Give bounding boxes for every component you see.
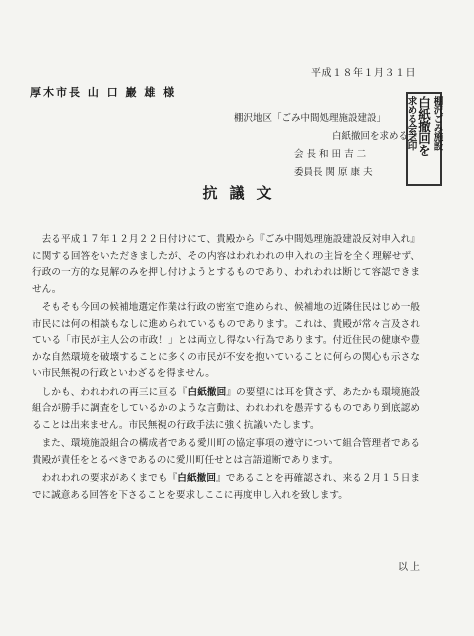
seal-line-2: 白紙撤回を <box>416 96 432 156</box>
addressee: 厚木市長 山 口 巖 雄 様 <box>30 86 177 99</box>
paragraph-4: また、環境施設組合の構成者である愛川町の協定事項の遵守について組合管理者である貴殿が責任をとるべきであるのに愛川町任せとは言語道断であります。 <box>32 438 420 466</box>
organization-seal <box>406 92 442 186</box>
seal-line-3: 求める会之印 <box>405 96 417 150</box>
sender-block <box>234 110 424 182</box>
sender-committee-chair: 委員長 関 原 康 夫 <box>294 167 373 178</box>
sender-organization-sub: 白紙撤回を求める会 <box>332 131 418 142</box>
paragraph-2: そもそも今回の候補地選定作業は行政の密室で進められ、候補地の近隣住民はじめ一般市民には何の相談もなしに進められているものであります。これは、貴殿が常々言及されている「市民が主人公の市政！」とは両立し得ない行為であります。付近住民の健康や豊かな自然環境を破壊することに多くの市民が不安を抱いていることに何らの関心も示さない市民無視の行政といわざるを得ません。 <box>32 302 420 379</box>
letter-body <box>32 232 420 506</box>
document-title: 抗議文 <box>202 184 284 202</box>
closing-mark: 以上 <box>398 562 422 573</box>
paragraph-3: しかも、われわれの再三に亘る『白紙撤回』の要望には耳を貸さず、あたかも環境施設組合が勝手に調査をしているかのような言動は、われわれを愚弄するものであり到底認めることは出来ません。市民無視の行政手法に強く抗議いたします。 <box>32 386 421 431</box>
emphasis-white-paper: 白紙撤回 <box>187 386 227 398</box>
paragraph-5: われわれの要求があくまでも『白紙撤回』であることを再確認され、来る２月１５日までに誠意ある回答を下さることを要求しここに再度申し入れを致します。 <box>32 473 421 501</box>
sender-organization: 棚沢地区「ごみ中間処理施設建設」 <box>234 113 387 124</box>
sender-chairman: 会 長 和 田 吉 二 <box>294 149 367 160</box>
emphasis-white-paper: 白紙撤回 <box>177 473 217 484</box>
paragraph-1: 去る平成１７年１２月２２日付けにて、貴殿から『ごみ中間処理施設建設反対申入れ』に関する回答をいただきましたが、その内容はわれわれの申入れの主旨を全く理解せず、行政の一方的な見解のみを押し付けようとするものであり、われわれは断じて容認できません。 <box>32 234 420 295</box>
letter-date: 平成１８年１月３１日 <box>311 68 416 79</box>
seal-line-1: 棚沢ごみ施設 <box>431 96 443 150</box>
